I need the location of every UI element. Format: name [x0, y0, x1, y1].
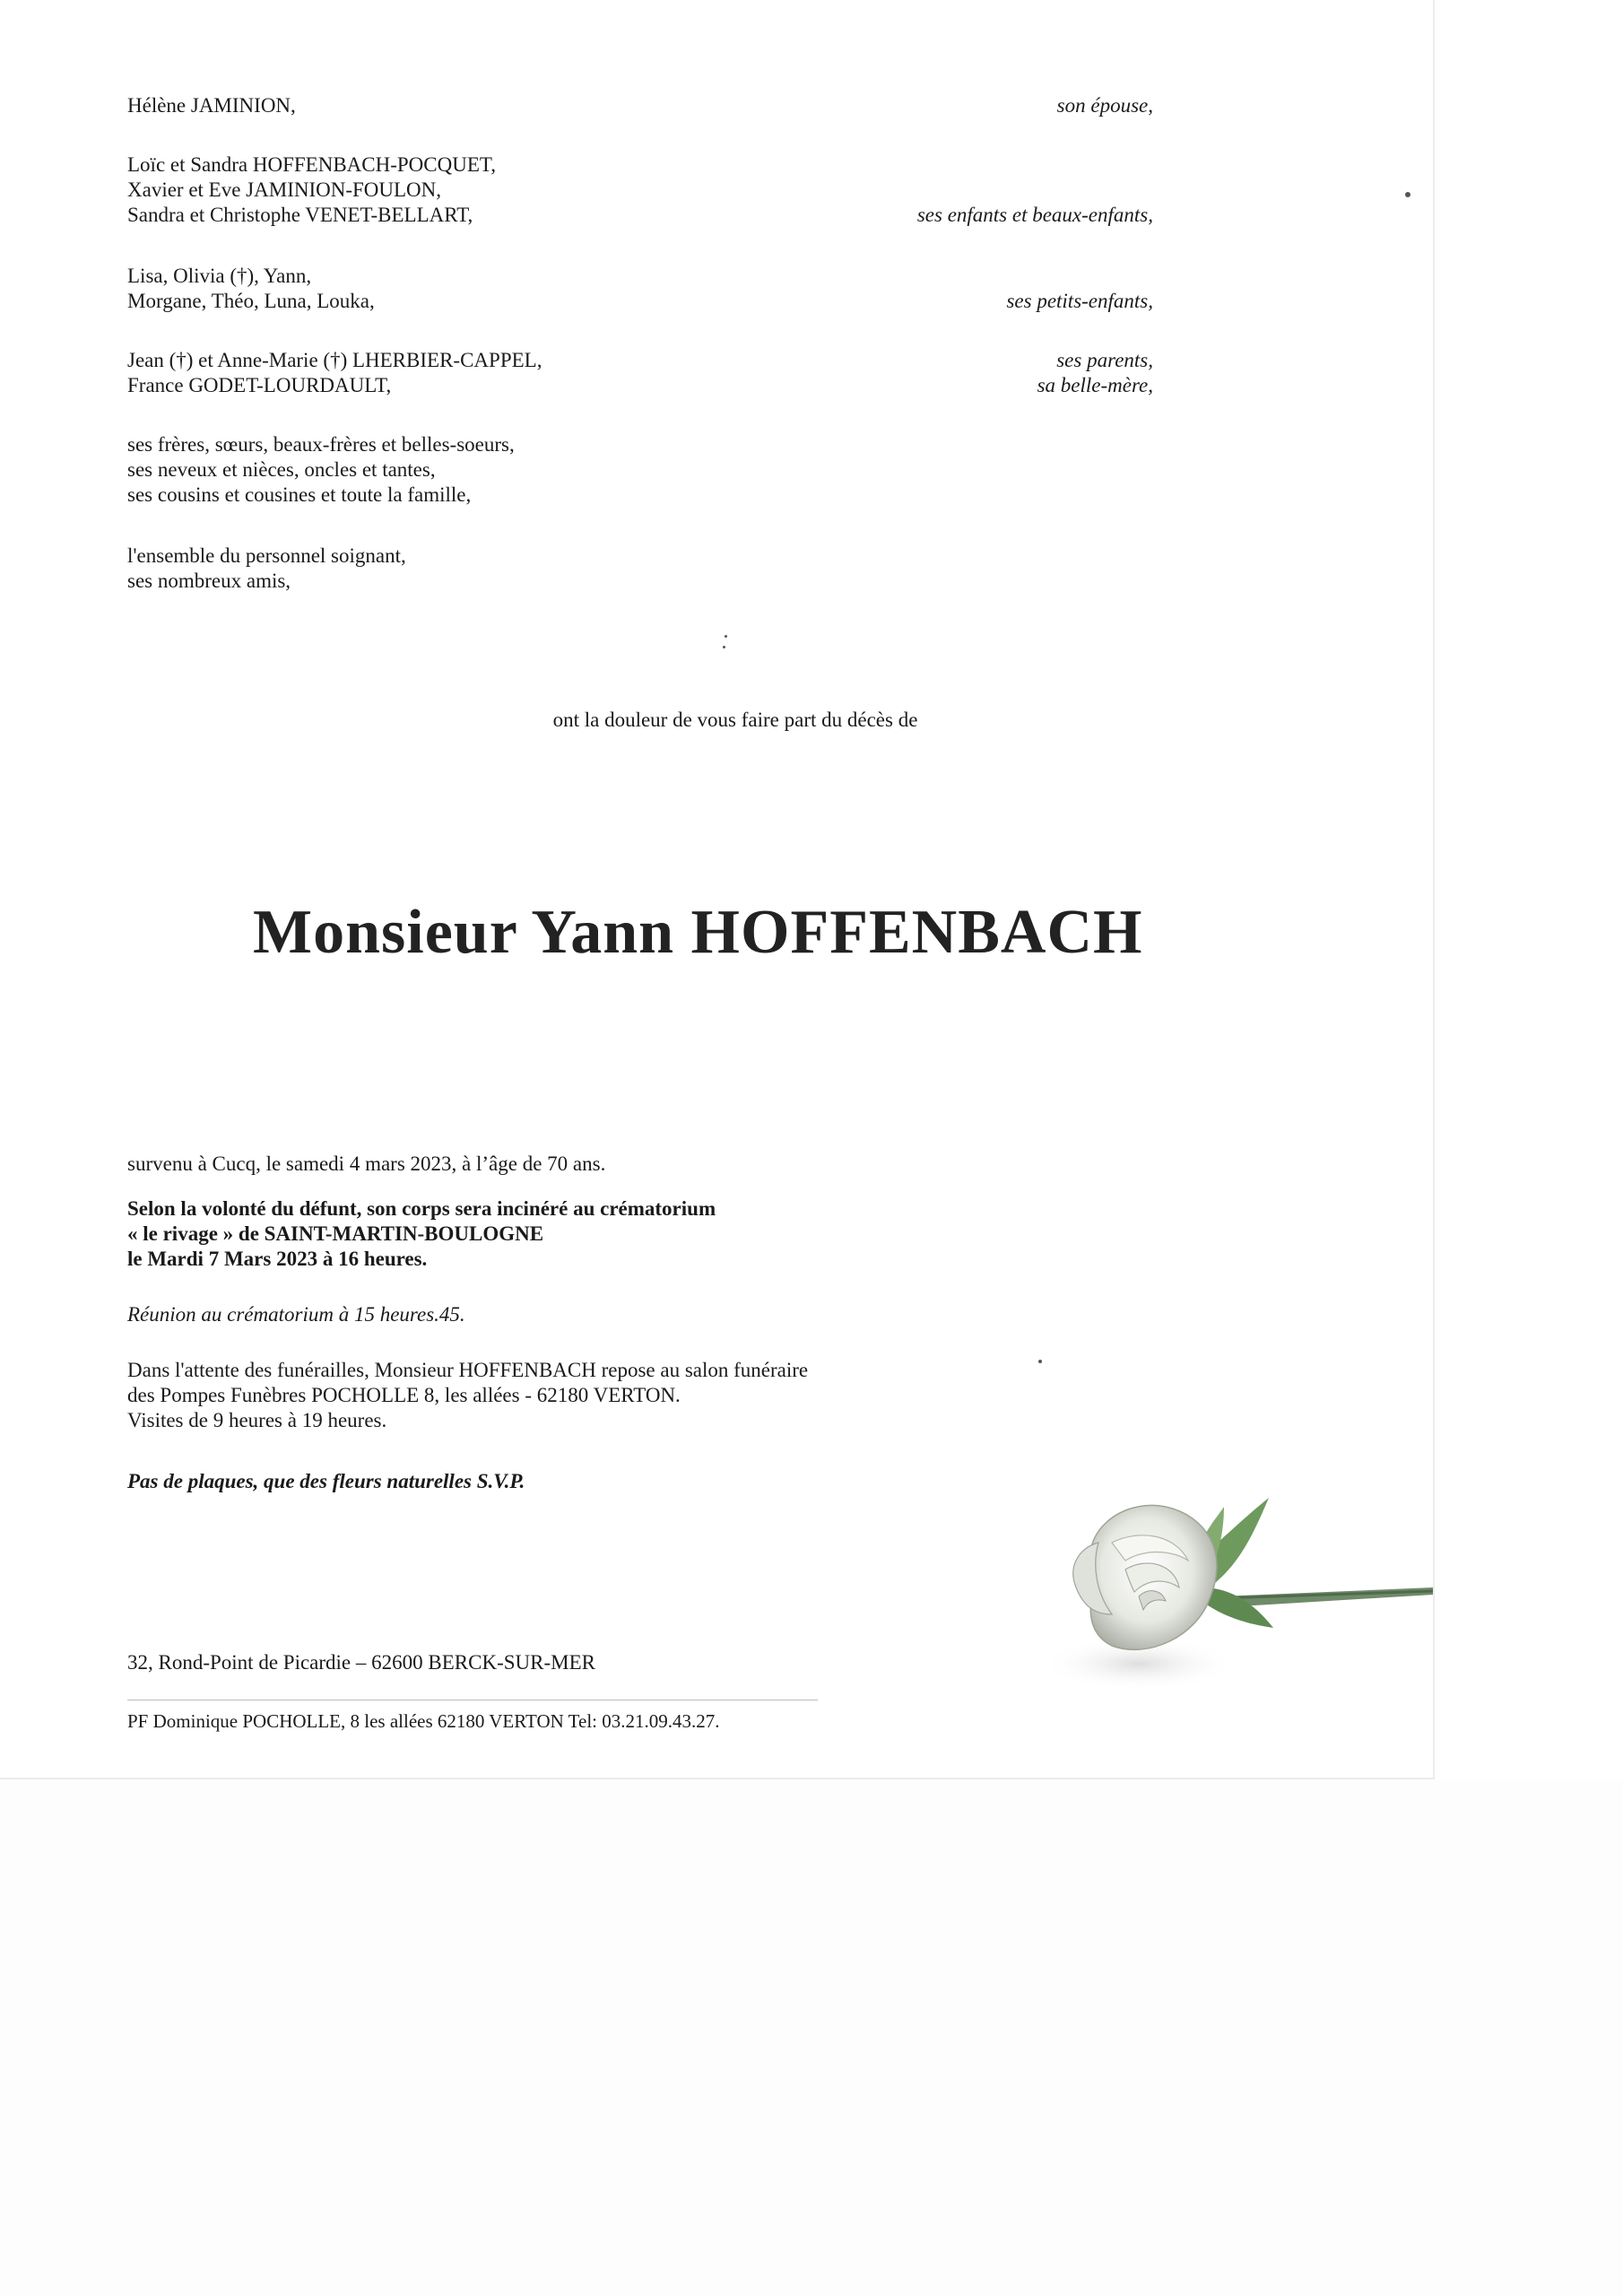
scan-speck — [1405, 192, 1410, 197]
others-line: ses nombreux amis, — [127, 570, 291, 592]
others-line: l'ensemble du personnel soignant, — [127, 544, 406, 567]
extended-family — [127, 432, 515, 508]
grandchild-names: Lisa, Olivia (†), Yann, — [127, 265, 312, 287]
funeral-home-contact: PF Dominique POCHOLLE, 8 les allées 62180 VERTON Tel: 03.21.09.43.27. — [127, 1710, 720, 1732]
child-name: Xavier et Eve JAMINION-FOULON, — [127, 178, 442, 201]
children-role: ses enfants et beaux-enfants, — [916, 204, 1153, 226]
scan-background — [0, 1779, 1623, 2296]
family-line: ses cousins et cousines et toute la famille, — [127, 483, 472, 506]
parents-role: ses parents, — [1056, 349, 1153, 371]
flowers-note: Pas de plaques, que des fleurs naturelles S.V.P. — [127, 1470, 525, 1492]
grandchildren-role: ses petits-enfants, — [1006, 290, 1153, 312]
spouse-name: Hélène JAMINION, — [127, 94, 296, 117]
cremation-line: le Mardi 7 Mars 2023 à 16 heures. — [127, 1248, 428, 1270]
child-name: Loïc et Sandra HOFFENBACH-POCQUET, — [127, 153, 496, 176]
family-line: ses frères, sœurs, beaux-frères et belles-soeurs, — [127, 433, 515, 456]
cremation-line: « le rivage » de SAINT-MARTIN-BOULOGNE — [127, 1222, 544, 1245]
family-line: ses neveux et nièces, oncles et tantes, — [127, 458, 436, 481]
deceased-name: Monsieur Yann HOFFENBACH — [253, 898, 1143, 967]
grandchild-names: Morgane, Théo, Luna, Louka, — [127, 290, 375, 312]
white-rose-icon — [1040, 1480, 1435, 1704]
address: 32, Rond-Point de Picardie – 62600 BERCK-SUR-MER — [127, 1651, 595, 1674]
cremation-info — [127, 1196, 716, 1272]
parents-list — [127, 348, 542, 398]
spouse-role: son épouse, — [1056, 94, 1153, 117]
scan-speck — [723, 646, 725, 648]
cremation-line: Selon la volonté du défunt, son corps sera incinéré au crématorium — [127, 1197, 716, 1220]
visitation-line: Visites de 9 heures à 19 heures. — [127, 1409, 387, 1431]
grandchildren-list — [127, 264, 375, 314]
mother-in-law-name: France GODET-LOURDAULT, — [127, 374, 392, 396]
others-list — [127, 544, 406, 594]
child-name: Sandra et Christophe VENET-BELLART, — [127, 204, 473, 226]
parents-name: Jean (†) et Anne-Marie (†) LHERBIER-CAPPEL, — [127, 349, 542, 371]
visitation-info — [127, 1358, 808, 1433]
reunion-info: Réunion au crématorium à 15 heures.45. — [127, 1303, 465, 1326]
mother-in-law-role: sa belle-mère, — [1037, 374, 1153, 396]
visitation-line: Dans l'attente des funérailles, Monsieur HOFFENBACH repose au salon funéraire — [127, 1359, 809, 1381]
visitation-line: des Pompes Funèbres POCHOLLE 8, les allées - 62180 VERTON. — [127, 1384, 681, 1406]
children-list — [127, 152, 496, 228]
death-info: survenu à Cucq, le samedi 4 mars 2023, à l’âge de 70 ans. — [127, 1152, 606, 1175]
announcement-text: ont la douleur de vous faire part du décès de — [552, 709, 918, 731]
scan-speck — [725, 635, 727, 638]
scan-speck — [1038, 1360, 1042, 1363]
